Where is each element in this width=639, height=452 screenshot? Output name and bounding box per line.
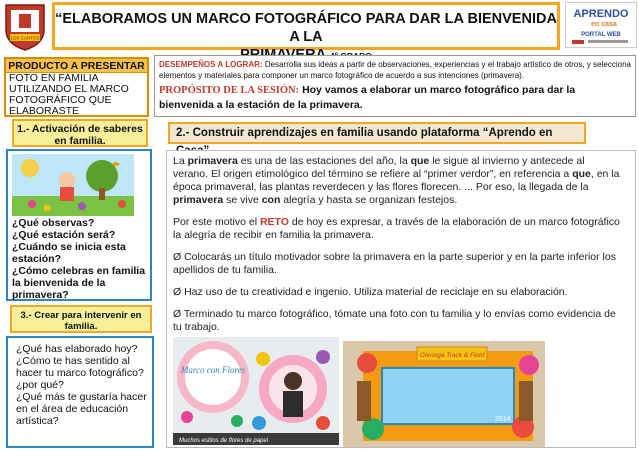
- purpose-text: Hoy vamos a elaborar un marco fotográfico para dar la bienvenida a la estación de la primavera.: [159, 84, 576, 111]
- text-run-bold: primavera: [187, 155, 238, 167]
- logo-left-text: LOS CANTOS: [10, 35, 40, 41]
- step1-question: ¿Qué estación será?: [12, 229, 116, 241]
- text-run-bold: que: [572, 168, 591, 180]
- instruction-bullet: Ø Haz uso de tu creatividad e ingenio. Utiliza material de reciclaje en su elaboración.: [173, 286, 568, 298]
- text-run: es una de las estaciones del año, la: [237, 155, 411, 167]
- photo-right-sign: Glenoga Track & Field: [419, 352, 485, 359]
- challenge-keyword: RETO: [259, 216, 289, 228]
- step2-panel: [166, 150, 636, 448]
- tiki-frame-photo: [343, 341, 545, 447]
- title-line-1: “ELABORAMOS UN MARCO FOTOGRÁFICO PARA DAR LA BIENVENIDA A LA: [55, 11, 557, 45]
- flower-frame-photo: [173, 337, 339, 445]
- performance-goals: [159, 59, 631, 81]
- text-run-bold: que: [410, 155, 430, 167]
- text-run: Por este motivo el: [173, 216, 260, 228]
- photo-left-title: Marco con Flores: [180, 365, 246, 375]
- step3-questions: [16, 343, 154, 427]
- step3-question: ¿Qué más te gustaría hacer en el área de educación artística?: [16, 391, 147, 427]
- page-title: [52, 2, 560, 50]
- product-heading: PRODUCTO A PRESENTAR: [6, 59, 147, 73]
- photo-left-caption: Muchos estilos de flores de papel: [179, 438, 269, 444]
- performance-text: Desarrolla sus ideas a partir de observaciones, experiencias y el trabajo artístico de otros, y selecciona elementos y materiales para componer un marco fotográfico de acuerdo a sus intenciones (primavera).: [159, 60, 631, 80]
- paragraph-spring: [173, 155, 621, 207]
- performance-label: DESEMPEÑOS A LOGRAR:: [159, 60, 263, 69]
- step1-question: ¿Cómo celebras en familia la bienvenida de la primavera?: [12, 265, 146, 301]
- step1-heading: 1.- Activación de saberes en familia.: [12, 119, 148, 147]
- step3-panel: [6, 336, 154, 448]
- instruction-bullet: Ø Colocarás un título motivador sobre la primavera en la parte superior y en la parte inferior los apellidos de tu familia.: [173, 251, 616, 276]
- step2-body: [173, 155, 621, 343]
- instruction-bullet: Ø Terminado tu marco fotográfico, tómate una foto con tu familia y lo envías como evidencia de tu trabajo.: [173, 308, 616, 333]
- step1-question: ¿Cuándo se inicia esta estación?: [12, 241, 126, 265]
- text-run: le sigue al invierno y antecede al verano. El origen etimológico del término se refiere al “primer verdor”, en referencia a: [173, 155, 585, 180]
- product-text: FOTO EN FAMILIA UTILIZANDO EL MARCO FOTOGRÁFICO QUE ELABORASTE: [9, 73, 129, 117]
- school-crest-logo: [2, 2, 48, 52]
- text-run-bold: primavera: [173, 194, 224, 206]
- text-run: de hoy es expresar, a través de la elaboración de un marco fotográfico la alegría de recibir en familia la primavera.: [173, 216, 620, 241]
- product-box: [4, 57, 149, 117]
- step3-question: ¿Qué has elaborado hoy?: [16, 343, 138, 355]
- session-purpose: [159, 83, 631, 112]
- text-run: , en la época primaveral, las plantas reverdecen y las flores florecen. ... Por eso, la llegada de la: [173, 168, 620, 193]
- paragraph-challenge: [173, 216, 621, 242]
- step1-questions: [12, 217, 152, 301]
- spring-illustration: [12, 154, 134, 216]
- logo-right-line3: PORTAL WEB: [581, 32, 621, 38]
- purpose-label: PROPÓSITO DE LA SESIÓN:: [159, 85, 300, 96]
- text-run: se vive: [223, 194, 262, 206]
- text-run: La: [173, 155, 188, 167]
- objectives-box: [154, 55, 636, 117]
- aprendo-en-casa-logo: [565, 2, 637, 48]
- photo-right-year: 2014: [495, 416, 511, 423]
- step1-panel: [6, 149, 152, 301]
- text-run-bold: con: [261, 194, 281, 206]
- logo-right-line2: en casa: [591, 21, 617, 28]
- step2-heading: 2.- Construir aprendizajes en familia usando plataforma “Aprendo en: [168, 122, 586, 144]
- logo-right-line1: APRENDO: [573, 8, 629, 20]
- step1-question: ¿Qué observas?: [12, 217, 95, 229]
- step3-question: ¿Cómo te has sentido al hacer tu marco fotográfico? ¿por qué?: [16, 355, 144, 391]
- text-run: alegría y hasta se organizan festejos.: [280, 194, 458, 206]
- step3-heading: 3.- Crear para intervenir en familia.: [10, 305, 152, 333]
